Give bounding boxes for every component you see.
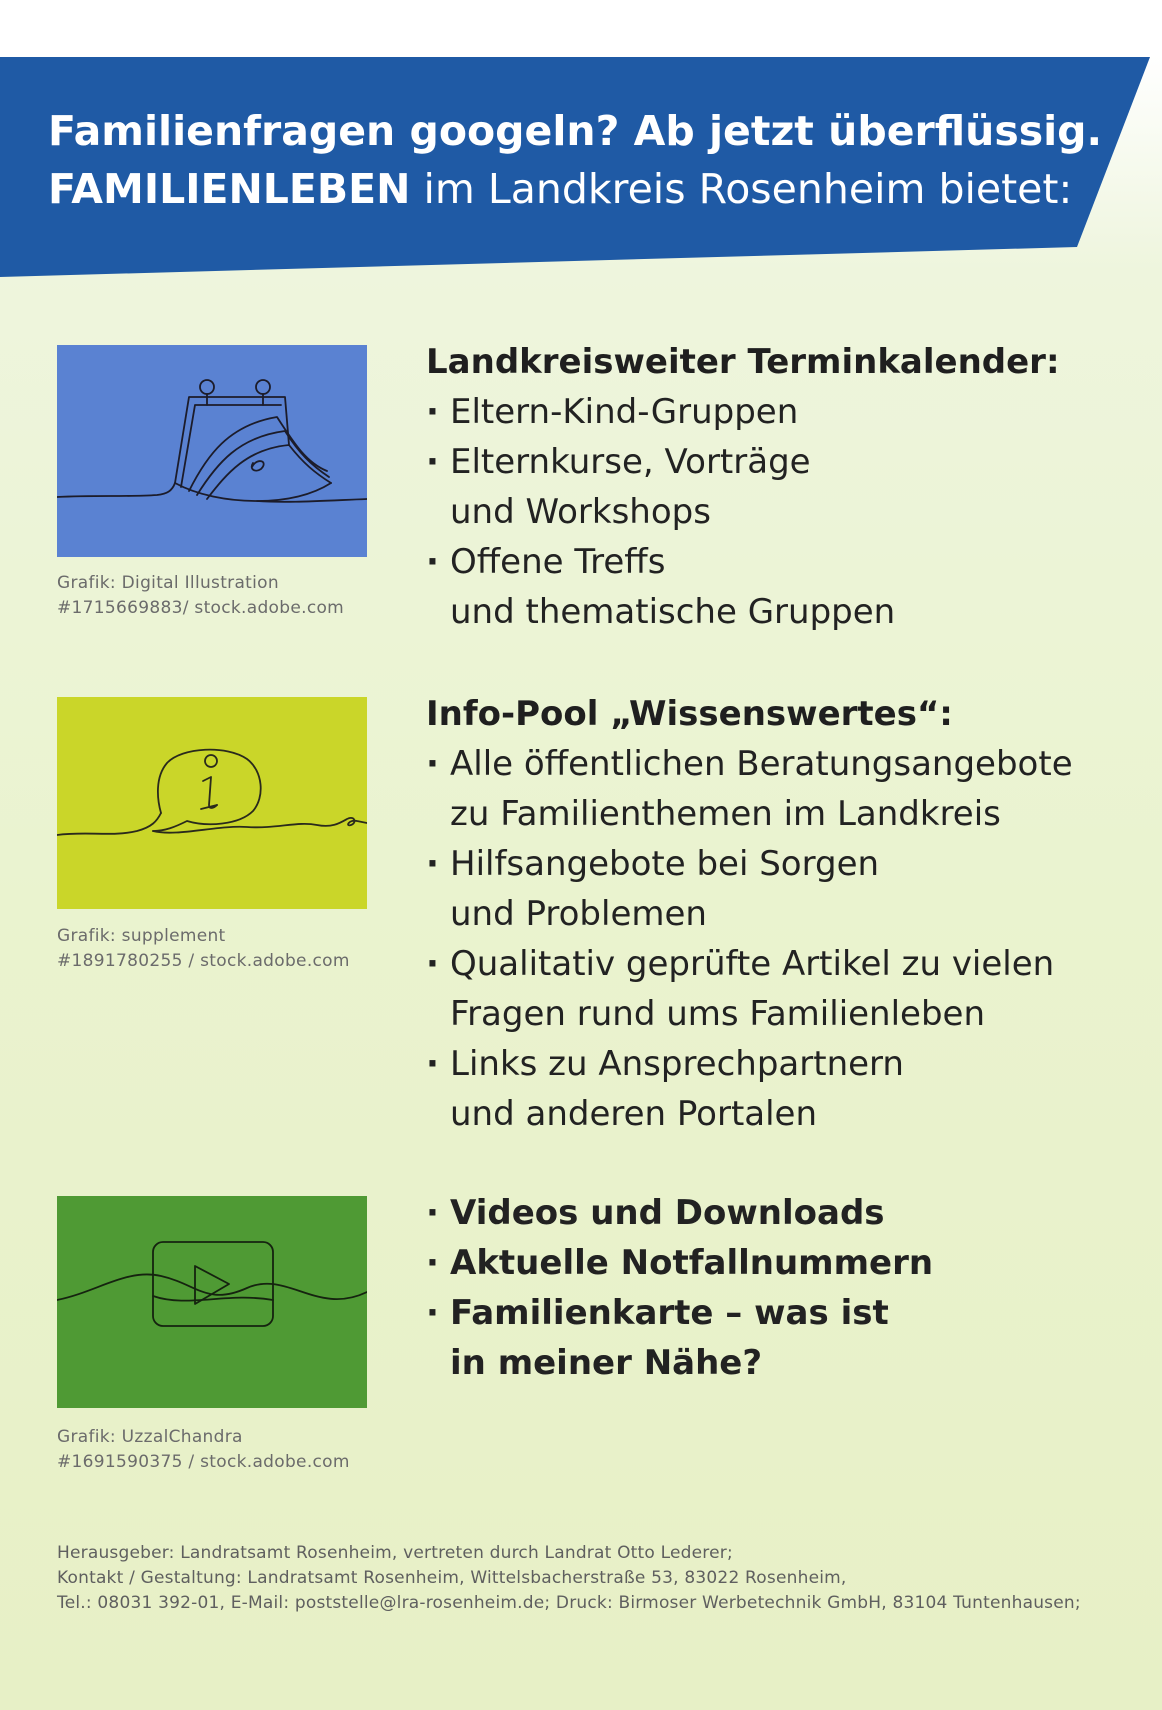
banner-headline — [48, 102, 1103, 218]
list-item: · Hilfsangebote bei Sorgen und Problemen — [426, 839, 1126, 939]
image-credit-2 — [57, 924, 350, 974]
feature-list — [426, 1188, 1126, 1388]
brand-name: FAMILIENLEBEN — [48, 165, 411, 213]
list-item: · Qualitativ geprüfte Artikel zu vielen Fragen rund ums Familienleben — [426, 939, 1126, 1039]
imprint-contact: Kontakt / Gestaltung: Landratsamt Rosenheim, Wittelsbacherstraße 53, 83022 Rosenheim, — [57, 1568, 847, 1588]
credit-line: #1691590375 / stock.adobe.com — [57, 1452, 350, 1472]
list-item: · Videos und Downloads — [426, 1188, 1126, 1238]
image-credit-1 — [57, 571, 344, 621]
credit-line: #1715669883/ stock.adobe.com — [57, 598, 345, 618]
list-item: · Links zu Ansprechpartnern und anderen Portalen — [426, 1039, 1126, 1139]
section-info-pool — [426, 689, 1126, 1139]
list-item: · Familienkarte – was ist in meiner Nähe? — [426, 1288, 1126, 1388]
list-item: · Aktuelle Notfallnummern — [426, 1238, 1126, 1288]
info-bubble-icon — [57, 697, 367, 909]
calendar-icon — [57, 345, 367, 557]
feature-list — [426, 387, 1126, 637]
credit-line: #1891780255 / stock.adobe.com — [57, 951, 350, 971]
banner-line-2-rest: im Landkreis Rosenheim bietet: — [410, 165, 1073, 213]
list-item: · Eltern-Kind-Gruppen — [426, 387, 1126, 437]
imprint — [57, 1541, 1137, 1616]
credit-line: Grafik: supplement — [57, 926, 226, 946]
calendar-illustration — [57, 345, 367, 557]
section-heading: Landkreisweiter Terminkalender: — [426, 342, 1060, 382]
image-credit-3 — [57, 1425, 350, 1475]
video-illustration — [57, 1196, 367, 1408]
credit-line: Grafik: UzzalChandra — [57, 1427, 243, 1447]
list-item: · Offene Treffs und thematische Gruppen — [426, 537, 1126, 637]
section-extras — [426, 1188, 1126, 1388]
info-illustration — [57, 697, 367, 909]
list-item: · Alle öffentlichen Beratungsangebote zu Familienthemen im Landkreis — [426, 739, 1126, 839]
feature-list — [426, 739, 1126, 1139]
banner-line-1: Familienfragen googeln? Ab jetzt überflüssig. — [48, 107, 1103, 155]
video-play-icon — [57, 1196, 367, 1408]
imprint-phone-email: Tel.: 08031 392-01, E-Mail: poststelle@lra-rosenheim.de; Druck: Birmoser Werbetechnik GmbH, 83104 Tuntenhausen; — [57, 1593, 1081, 1613]
banner-line-2 — [48, 160, 1098, 218]
section-heading: Info-Pool „Wissenswertes“: — [426, 694, 953, 734]
imprint-publisher: Herausgeber: Landratsamt Rosenheim, vertreten durch Landrat Otto Lederer; — [57, 1543, 733, 1563]
section-terminkalender — [426, 337, 1126, 637]
credit-line: Grafik: Digital Illustration — [57, 573, 279, 593]
list-item: · Elternkurse, Vorträge und Workshops — [426, 437, 1126, 537]
